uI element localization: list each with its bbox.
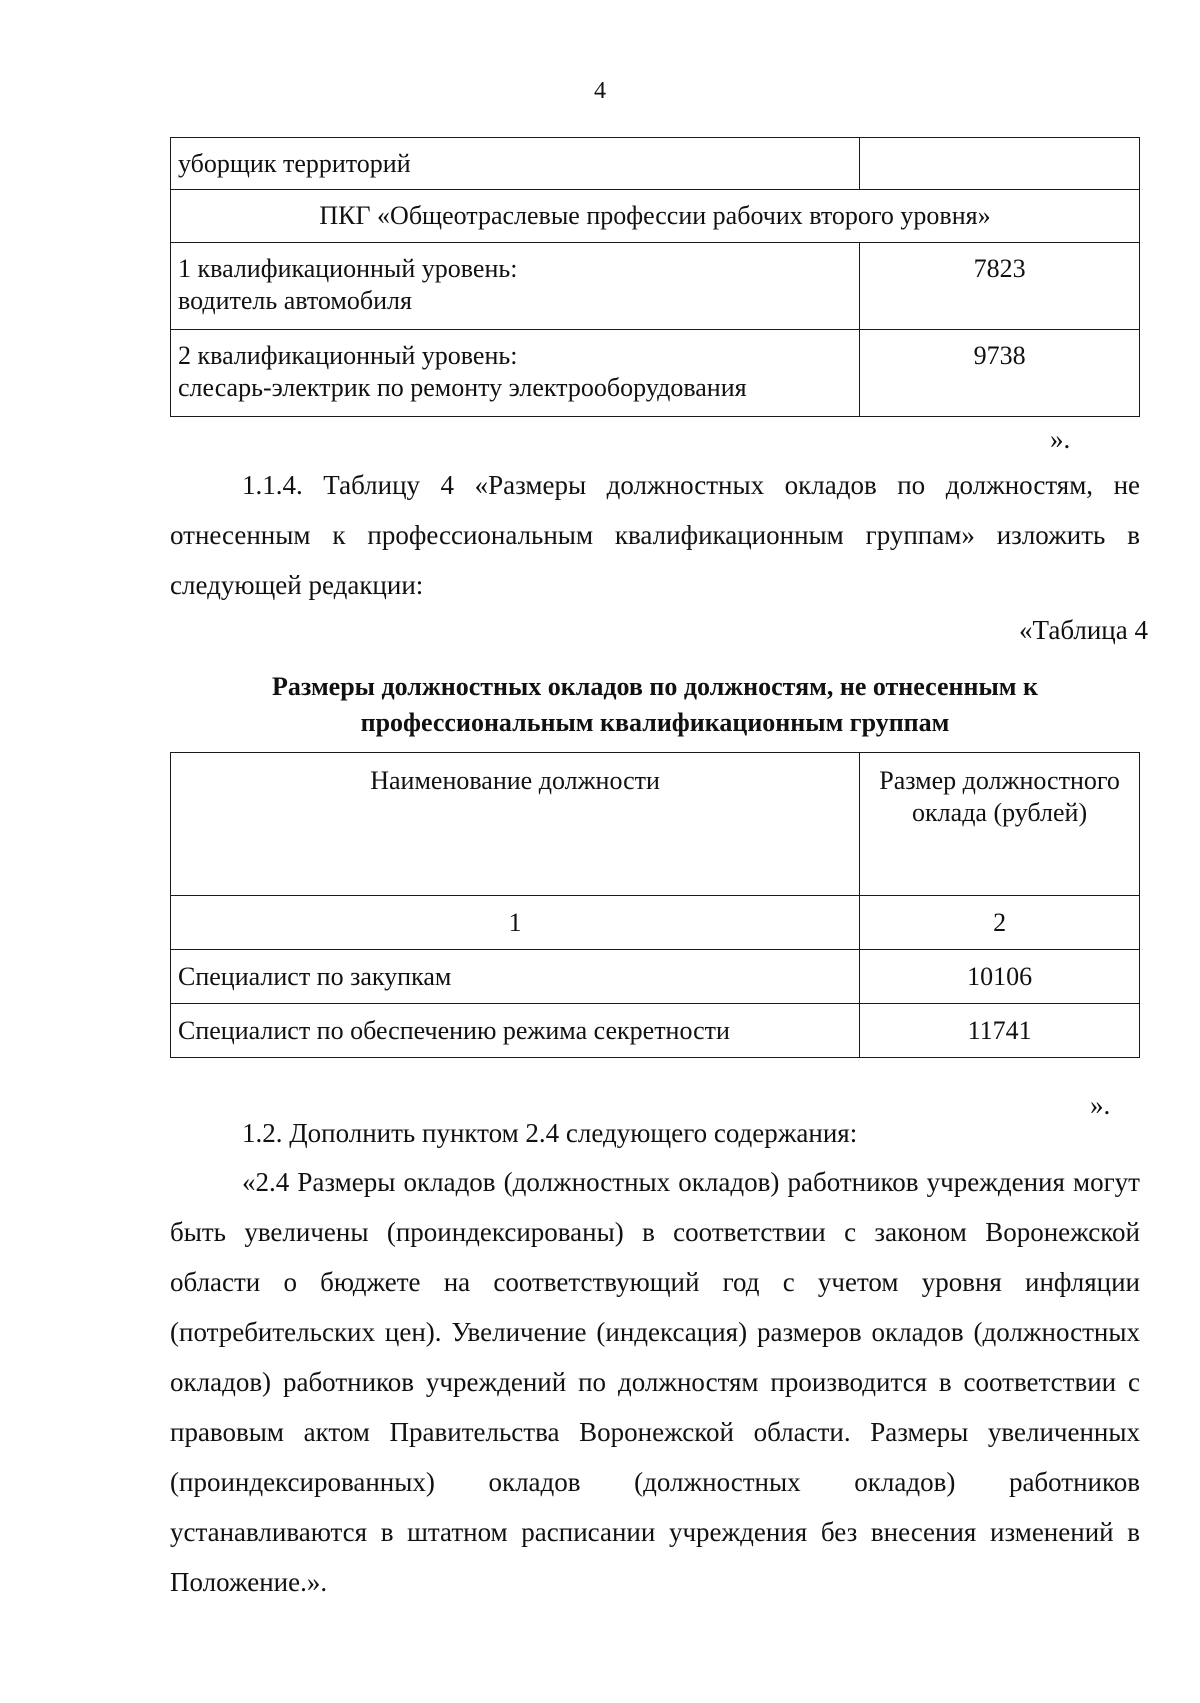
- salary-cell: 10106: [860, 950, 1140, 1004]
- paragraph-1-1-4: 1.1.4. Таблицу 4 «Размеры должностных окладов по должностям, не отнесенным к профессиональным квалификационным группам» изложить в следующей редакции:: [170, 470, 1140, 600]
- salary-cell: 9738: [860, 330, 1140, 417]
- position-cell: [171, 243, 860, 330]
- position-cell: уборщик территорий: [171, 138, 860, 190]
- table-row: [171, 330, 1140, 417]
- group-header-row: [171, 190, 1140, 243]
- header-salary-size: Размер должностного оклада (рублей): [860, 753, 1140, 896]
- table-title-line: профессиональным квалификационным группам: [360, 708, 950, 737]
- position-name: водитель автомобиля: [178, 286, 412, 315]
- qualification-level: 1 квалификационный уровень:: [178, 254, 518, 283]
- continued-salary-table: [170, 137, 1140, 417]
- column-number-row: [171, 896, 1140, 950]
- position-name: слесарь-электрик по ремонту электрооборудования: [178, 373, 747, 402]
- table-row: [171, 138, 1140, 190]
- salary-cell: 11741: [860, 1004, 1140, 1058]
- position-cell: [171, 330, 860, 417]
- group-header: ПКГ «Общеотраслевые профессии рабочих второго уровня»: [171, 190, 1140, 243]
- closing-quote-mark: ».: [1090, 1090, 1111, 1120]
- table-title-line: Размеры должностных окладов по должностям, не отнесенным к: [272, 672, 1038, 701]
- table-title: [170, 669, 1140, 741]
- table-4: [170, 752, 1140, 1058]
- salary-cell: 7823: [860, 243, 1140, 330]
- closing-quote-mark: ».: [1050, 424, 1071, 454]
- salary-cell: [860, 138, 1140, 190]
- header-position-name: Наименование должности: [171, 753, 860, 896]
- header-row: [171, 753, 1140, 896]
- table-row: [171, 243, 1140, 330]
- table-row: [171, 1004, 1140, 1058]
- position-cell: Специалист по закупкам: [171, 950, 860, 1004]
- column-number: 1: [171, 896, 860, 950]
- column-number: 2: [860, 896, 1140, 950]
- paragraph-1-2: 1.2. Дополнить пунктом 2.4 следующего содержания:: [242, 1118, 858, 1148]
- paragraph-2-4: «2.4 Размеры окладов (должностных окладов) работников учреждения могут быть увеличены (проиндексированы) в соответствии с законом Воронежской области о бюджете на соответствующий год с учетом уровня инфляции (потребительских цен). Увеличение (индексация) размеров окладов (должностных окладов) работников учреждений по должностям производится в соответствии с правовым актом Правительства Воронежской области. Размеры увеличенных (проиндексированных) окладов (должностных окладов) работников устанавливаются в штатном расписании учреждения без внесения изменений в Положение.».: [170, 1167, 1140, 1597]
- page-number: 4: [594, 78, 606, 104]
- position-cell: Специалист по обеспечению режима секретности: [171, 1004, 860, 1058]
- table-caption: «Таблица 4: [1019, 615, 1148, 645]
- qualification-level: 2 квалификационный уровень:: [178, 341, 518, 370]
- table-row: [171, 950, 1140, 1004]
